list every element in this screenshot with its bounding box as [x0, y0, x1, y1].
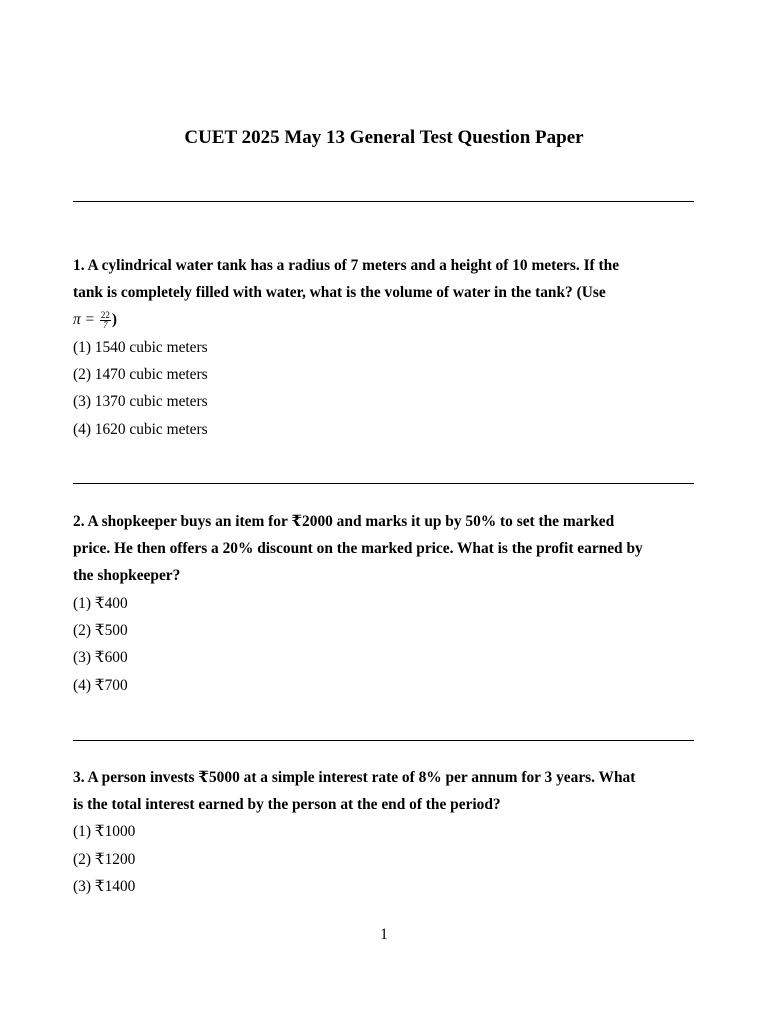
question-stem [73, 252, 698, 334]
fraction-denominator: 7 [103, 320, 108, 331]
option-item: (2) ₹1200 [73, 850, 136, 868]
stem-line: 1. A cylindrical water tank has a radius of 7 meters and a height of 10 meters. If the [73, 257, 620, 274]
option-item: (4) ₹700 [73, 676, 128, 694]
option-item: (3) ₹600 [73, 649, 128, 667]
question-2 [73, 508, 698, 699]
stem-math-line [73, 306, 698, 333]
stem-line: 2. A shopkeeper buys an item for ₹2000 and marks it up by 50% to set the marked [73, 513, 615, 530]
divider [73, 201, 694, 202]
option-item: (1) 1540 cubic meters [73, 338, 208, 356]
math-close-paren: ) [111, 311, 117, 329]
option-item: (1) ₹400 [73, 594, 128, 612]
question-3 [73, 764, 698, 900]
page-title: CUET 2025 May 13 General Test Question Paper [184, 127, 584, 148]
option-item: (3) 1370 cubic meters [73, 393, 208, 411]
question-1 [73, 252, 698, 443]
divider [73, 740, 694, 741]
fraction-numerator: 22 [100, 310, 110, 321]
stem-line: the shopkeeper? [73, 567, 181, 585]
stem-line: tank is completely filled with water, what is the volume of water in the tank? (Use [73, 284, 606, 302]
stem-line: price. He then offers a 20% discount on the marked price. What is the profit earned by [73, 540, 643, 558]
option-item: (4) 1620 cubic meters [73, 420, 208, 438]
question-stem [73, 508, 698, 590]
divider [73, 483, 694, 484]
math-fraction [100, 311, 111, 330]
option-item: (2) 1470 cubic meters [73, 365, 208, 383]
question-stem [73, 764, 698, 818]
page-number: 1 [380, 926, 388, 943]
stem-line: 3. A person invests ₹5000 at a simple interest rate of 8% per annum for 3 years. What [73, 769, 636, 786]
math-pi-equals: π = [73, 311, 95, 329]
option-item: (1) ₹1000 [73, 823, 136, 841]
stem-line: is the total interest earned by the person at the end of the period? [73, 796, 501, 814]
option-item: (2) ₹500 [73, 621, 128, 639]
option-item: (3) ₹1400 [73, 878, 136, 895]
